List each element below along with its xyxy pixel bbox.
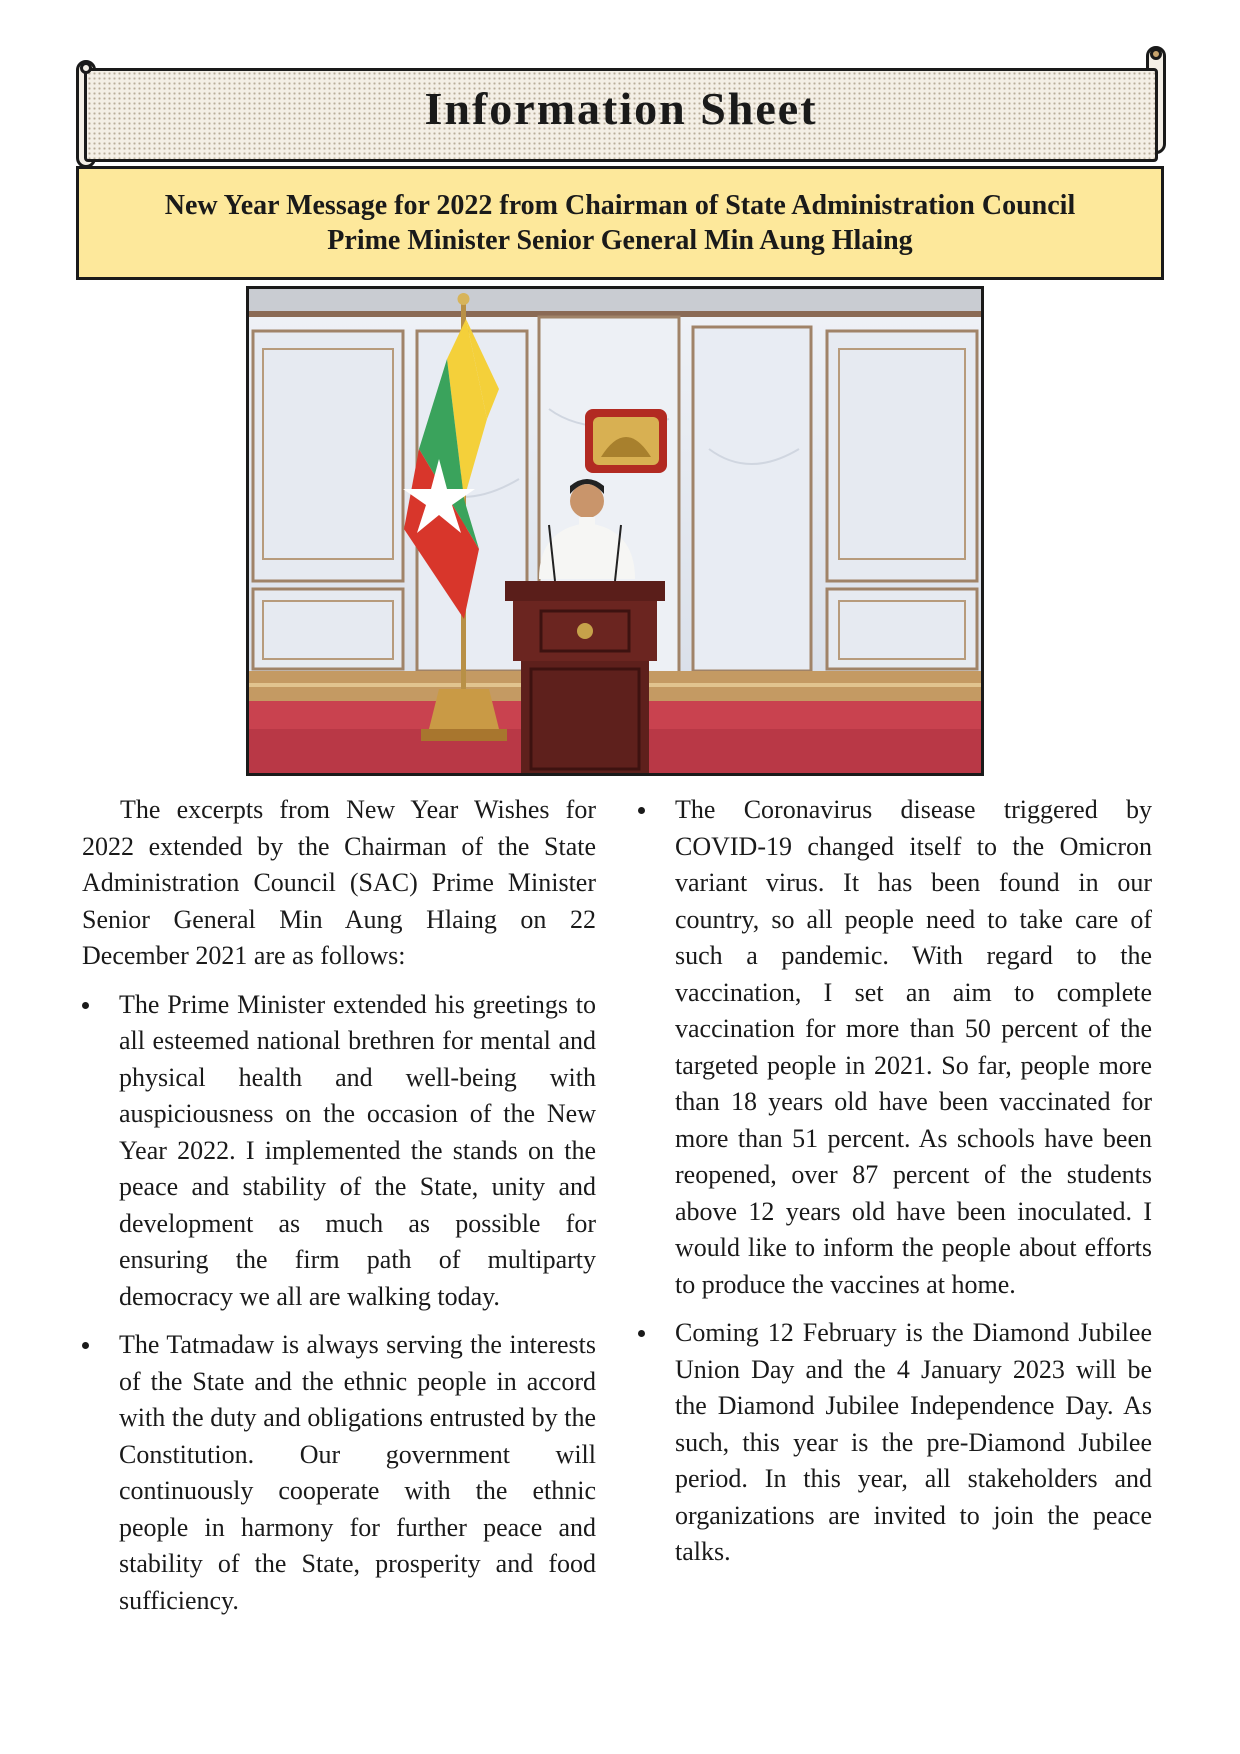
bullet-list-right [638,792,1152,1571]
list-item-text: The Prime Minister extended his greetings to all esteemed national brethren for mental and physical health and well-being with auspiciousness on the occasion of the New Year 2022. I implemented the stands on the peace and stability of the State, unity and development as much as possible for ensuring the firm path of multiparty democracy we all are walking today. [119,989,596,1311]
scroll-knob-left [80,62,92,74]
photo [246,286,984,776]
list-item [638,1315,1152,1571]
list-item [82,987,596,1316]
intro-paragraph: The excerpts from New Year Wishes for 2022 extended by the Chairman of the State Administration Council (SAC) Prime Minister Senior General Min Aung Hlaing on 22 December 2021 are as follows: [82,795,596,970]
list-item-text: The Tatmadaw is always serving the interests of the State and the ethnic people in accord with the duty and obligations entrusted by the Constitution. Our government will continuously cooperate with the ethnic people in harmony for further peace and stability of the State, prosperity and food sufficiency. [119,1330,596,1615]
bullet-list-left [82,987,596,1620]
text-column-right [638,792,1152,1583]
list-item-text: Coming 12 February is the Diamond Jubilee Union Day and the 4 January 2023 will be the Diamond Jubilee Independence Day. As such, this year is the pre-Diamond Jubilee period. In this year, all stakeholders and organizations are invited to join the peace talks. [675,1318,1152,1566]
photo-speaker-at-podium-icon [249,289,981,773]
scroll-knob-right [1150,48,1162,60]
bullet-icon [638,807,645,814]
subtitle-box [76,166,1164,280]
bullet-icon [82,1342,89,1349]
list-item [82,1327,596,1619]
list-item-text: The Coronavirus disease triggered by COVID-19 changed itself to the Omicron variant virus. It has been found in our country, so all people need to take care of such a pandemic. With regard to the vaccination, I set an aim to complete vaccination for more than 50 percent of the targeted people in 2021. So far, people more than 18 years old have been vaccinated for more than 51 percent. As schools have been reopened, over 87 percent of the students above 12 years old have been inoculated. I would like to inform the people about efforts to produce the vaccines at home. [675,795,1152,1299]
list-item [638,792,1152,1303]
subtitle-line-1: New Year Message for 2022 from Chairman of State Administration Council [164,190,1076,221]
bullet-icon [82,1002,89,1009]
text-column-left [82,792,596,1631]
page-title: Information Sheet [424,83,818,134]
subtitle-line-2: Prime Minister Senior General Min Aung Hlaing [327,225,913,256]
bullet-icon [638,1330,645,1337]
title-banner [76,60,1166,162]
